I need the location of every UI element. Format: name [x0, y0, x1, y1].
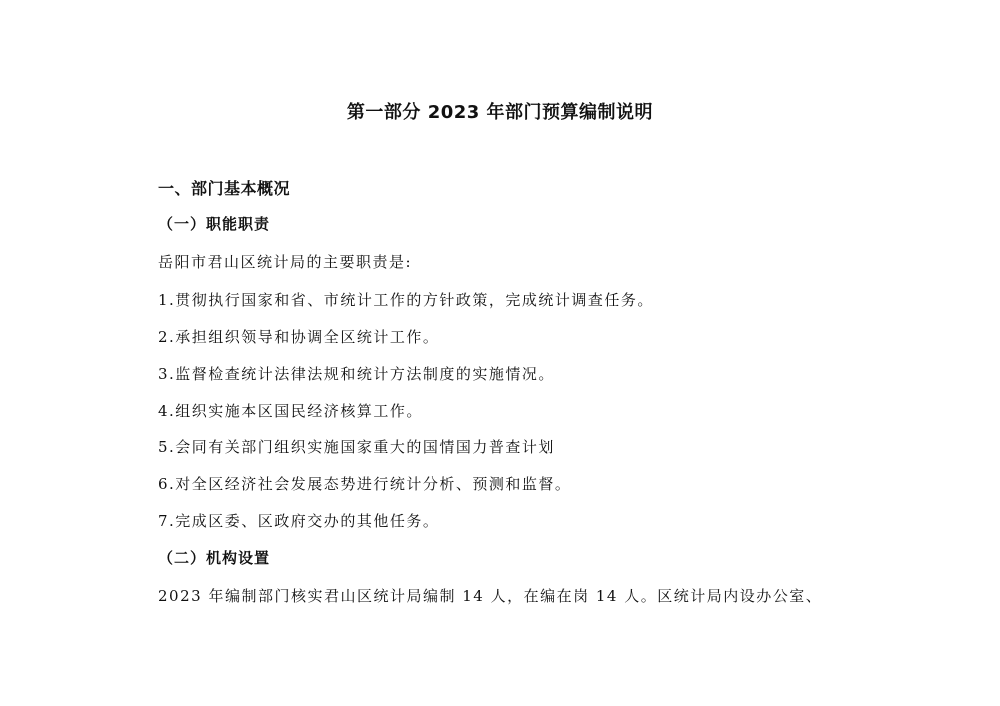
list-item: 3.监督检查统计法律法规和统计方法制度的实施情况。 — [158, 365, 555, 383]
list-item: 7.完成区委、区政府交办的其他任务。 — [158, 512, 440, 530]
list-item: 5.会同有关部门组织实施国家重大的国情国力普查计划 — [158, 438, 555, 456]
document-title: 第一部分 2023 年部门预算编制说明 — [346, 102, 654, 123]
list-item: 4.组织实施本区国民经济核算工作。 — [158, 402, 423, 420]
list-item: 2.承担组织领导和协调全区统计工作。 — [158, 328, 440, 346]
intro-paragraph: 岳阳市君山区统计局的主要职责是: — [158, 253, 413, 271]
body-paragraph: 2023 年编制部门核实君山区统计局编制 14 人，在编在岗 14 人。区统计局内设办公室、 — [158, 587, 823, 605]
subsection-heading-2: （二）机构设置 — [158, 549, 271, 567]
section-heading-1: 一、部门基本概况 — [158, 179, 291, 198]
list-item: 6.对全区经济社会发展态势进行统计分析、预测和监督。 — [158, 475, 572, 493]
subsection-heading-1: （一）职能职责 — [158, 215, 271, 233]
list-item: 1.贯彻执行国家和省、市统计工作的方针政策，完成统计调查任务。 — [158, 291, 654, 309]
